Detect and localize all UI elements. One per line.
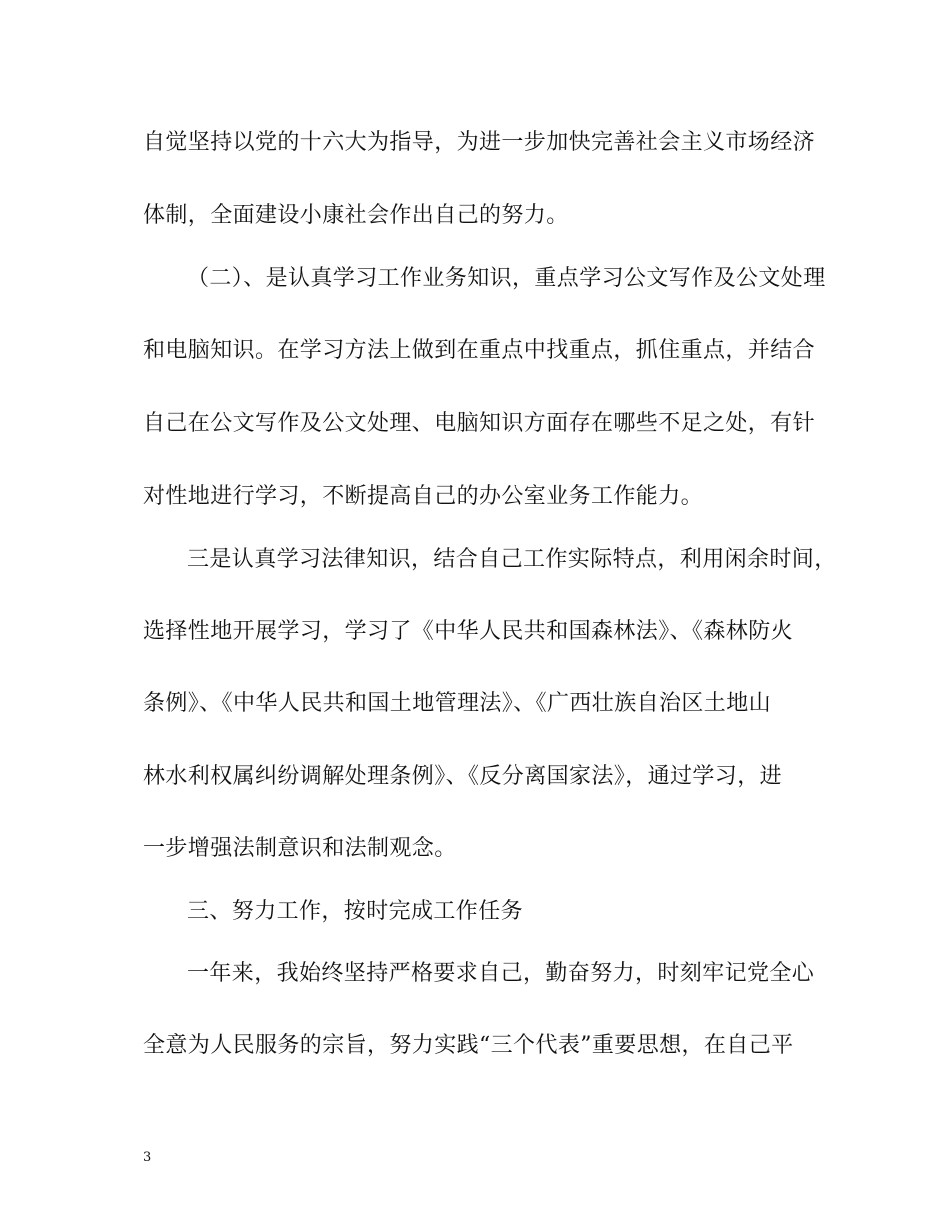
text-line-2: 体制，全面建设小康社会作出自己的努力。 bbox=[143, 203, 569, 228]
text-line-13: 一年来，我始终坚持严格要求自己，勤奋努力，时刻牢记党全心 bbox=[187, 961, 815, 986]
text-line-7: 三是认真学习法律知识，结合自己工作实际特点，利用闲余时间， bbox=[187, 547, 837, 572]
page-number: 3 bbox=[143, 1150, 152, 1165]
text-line-3: （二）、是认真学习工作业务知识，重点学习公文写作及公文处理 bbox=[187, 266, 826, 291]
text-line-12: 三、努力工作，按时完成工作任务 bbox=[187, 899, 524, 924]
text-line-5: 自己在公文写作及公文处理、电脑知识方面存在哪些不足之处，有针 bbox=[143, 411, 816, 436]
text-line-1: 自觉坚持以党的十六大为指导，为进一步加快完善社会主义市场经济 bbox=[143, 130, 816, 155]
text-line-14: 全意为人民服务的宗旨，努力实践“三个代表”重要思想，在自己平 bbox=[143, 1033, 794, 1058]
text-line-10: 林水利权属纠纷调解处理条例》、《反分离国家法》，通过学习，进 bbox=[143, 764, 783, 789]
text-line-11: 一步增强法制意识和法制观念。 bbox=[143, 836, 457, 861]
text-line-6: 对性地进行学习，不断提高自己的办公室业务工作能力。 bbox=[143, 484, 704, 509]
text-line-9: 条例》、《中华人民共和国土地管理法》、《广西壮族自治区土地山 bbox=[143, 691, 772, 716]
text-line-8: 选择性地开展学习，学习了《中华人民共和国森林法》、《森林防火 bbox=[143, 619, 794, 644]
text-line-4: 和电脑知识。在学习方法上做到在重点中找重点，抓住重点，并结合 bbox=[143, 338, 816, 363]
